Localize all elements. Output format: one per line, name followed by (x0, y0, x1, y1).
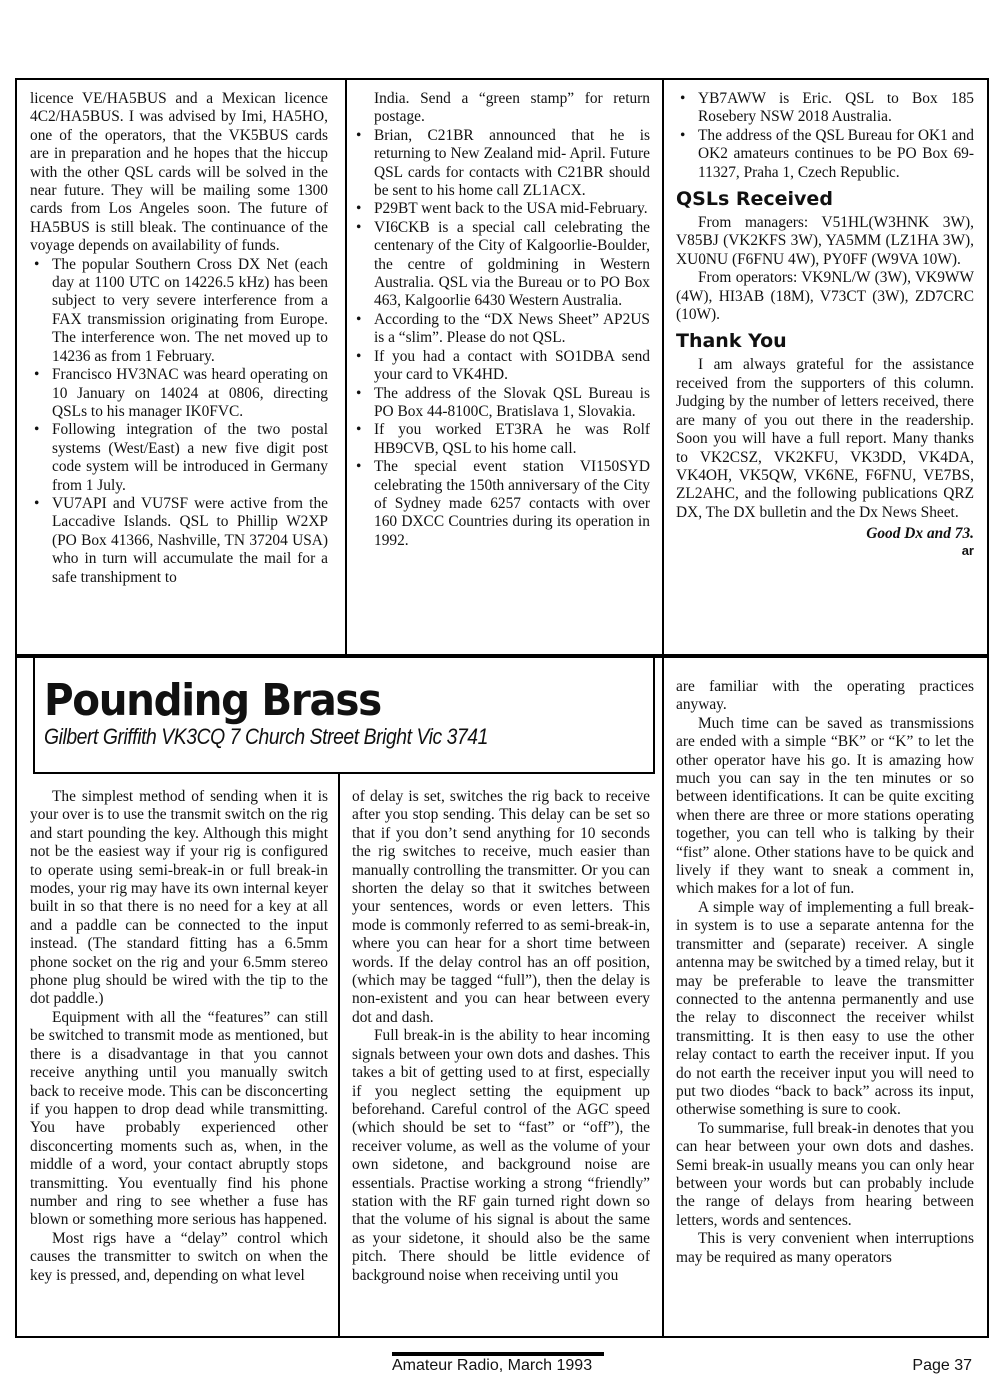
article-paragraph: This is very convenient when interruptions may be required as many operators (676, 1230, 974, 1266)
article-column-3 (676, 678, 974, 1334)
footer-page-number: Page 37 (912, 1357, 972, 1374)
article-paragraph: A simple way of implementing a full break-in system is to use a separate antenna for the transmitter and (separate) receiver. A single antenna may be switched by a timed relay, but it may be preferable to leave the transmitter connected to the antenna permanently and use the relay to disconnect the receiver whilst transmitting. It is then easy to use the other relay contact to earth the receiver input. If you do not earth the receiver input you will need to put two diodes “back to back” across its input, otherwise something is sure to cook. (676, 898, 974, 1119)
list-item: • Francisco HV3NAC was heard operating on 10 January on 14024 at 0806, directing QSLs to his manager IK0FVC. (30, 366, 328, 421)
top-col3-bullet-list (676, 90, 974, 182)
article-title: Pounding Brass (44, 675, 381, 726)
qsls-managers-paragraph: From managers: V51HL(W3HNK 3W), V85BJ (VK2KFS 3W), YA5MM (LZ1HA 3W), XU0NU (F6FNU 4W), PY0FF (W9VA 10W). (676, 214, 974, 268)
qsls-received-heading: QSLs Received (676, 188, 833, 211)
list-item: • The popular Southern Cross DX Net (each day at 1100 UTC on 14226.5 kHz) has been subject to very severe interference from a FAX transmission originating from Europe. The interference won. The net moved up to 14236 as from 1 February. (30, 256, 328, 366)
list-item: • P29BT went back to the USA mid-February. (352, 200, 650, 218)
list-item: • The special event station VI150SYD celebrating the 150th anniversary of the City of Sydney made 6257 contacts with over 160 DXCC Countries during its operation in 1992. (352, 458, 650, 550)
article-byline: Gilbert Griffith VK3CQ 7 Church Street Bright Vic 3741 (44, 724, 488, 749)
article-paragraph: To summarise, full break-in denotes that you can hear between your own dots and dashes. Semi break-in usually means you can only hear between your words but can probably include the range of delays from hearing between letters, words and sentences. (676, 1119, 974, 1229)
article-column-rule-1 (338, 774, 340, 1338)
list-item: • According to the “DX News Sheet” AP2US is a “slim”. Please do not QSL. (352, 311, 650, 348)
list-item: • Brian, C21BR announced that he is returning to New Zealand mid- April. Future QSL cards for contacts with C21BR should be sent to his home call ZL1ACX. (352, 127, 650, 201)
article-column-2 (352, 788, 650, 1334)
list-item: • If you worked ET3RA he was Rolf HB9CVB, QSL to his home call. (352, 421, 650, 458)
top-col1-bullet-list (30, 256, 328, 587)
top-column-3 (676, 90, 974, 650)
top-col2-bullet-list (352, 127, 650, 550)
list-item: • Following integration of the two postal systems (West/East) a new five digit post code system will be introduced in Germany from 1 July. (30, 421, 328, 495)
top-column-rule-1 (345, 78, 347, 656)
top-col1-continuation: licence VE/HA5BUS and a Mexican licence 4C2/HA5BUS. I was advised by Imi, HA5HO, one of the operators, that the VK5BUS cards are in preparation and he hopes that the hiccup with the other QSL cards will be solved in the near future. They will be mailing some 1300 cards from Los Angeles soon. The future of HA5BUS is still bleak. The continuance of the voyage depends on availability of funds. (30, 90, 328, 255)
top-column-1 (30, 90, 328, 650)
article-paragraph: of delay is set, switches the rig back to receive after you stop sending. This delay can be set so that if you don’t send anything for 10 seconds the rig switches to receive, much easier than manually controlling the transmitter. Or you can shorten the delay so that it switches between your sentences, words or even letters. This mode is commonly referred to as semi-break-in, where you can hear for a short time between words. If the delay control has an off position, (which may be tagged “full”), then the delay is non-existent and you can hear between every dot and dash. (352, 788, 650, 1026)
signoff: Good Dx and 73. (866, 525, 974, 543)
article-paragraph: The simplest method of sending when it is your over is to use the transmit switch on the rig and start pounding the key. Although this might not be the easiest way if your rig is configured to operate using semi-break-in or full break-in modes, your rig may have its own internal keyer built in so that there is no need for a key at all and a paddle can be connected to the input instead. (The standard fitting has a 6.5mm phone socket on the rig and your 6.5mm stereo phone plug should be wired with the tip to the dot paddle.) (30, 788, 328, 1008)
top-column-2 (352, 90, 650, 650)
article-paragraph: are familiar with the operating practices anyway. (676, 678, 974, 714)
article-column-rule-2 (662, 656, 664, 1338)
qsls-operators-paragraph: From operators: VK9NL/W (3W), VK9WW (4W), HI3AB (18M), V73CT (3W), ZD7CRC (10W). (676, 269, 974, 324)
top-column-rule-2 (662, 78, 664, 656)
article-paragraph: Equipment with all the “features” can still be switched to transmit mode as mentioned, but there is a disadvantage in that you cannot receive anything until you manually switch back to receive mode. This can be disconcerting if you happen to drop dead while transmitting. You have probably experienced other disconcerting moments such as, when, in the middle of a word, your contact abruptly stops transmitting. You eventually find his phone number and ring to see whether a fuse has blown or something more serious has happened. (30, 1008, 328, 1229)
article-paragraph: Most rigs have a “delay” control which causes the transmitter to switch on when the key is pressed, and, depending on what level (30, 1229, 328, 1284)
article-column-1 (30, 788, 328, 1334)
thank-you-heading: Thank You (676, 330, 787, 353)
list-item: • The address of the Slovak QSL Bureau is PO Box 44-8100C, Bratislava 1, Slovakia. (352, 385, 650, 422)
list-item: • The address of the QSL Bureau for OK1 and OK2 amateurs continues to be PO Box 69-11327, Praha 1, Czech Republic. (676, 127, 974, 182)
article-paragraph: Full break-in is the ability to hear incoming signals between your own dots and dashes. This takes a bit of getting used to at first, especially if you neglect setting the equipment up beforehand. Careful control of the AGC speed (which should be set to “fast” or “off”), the receiver volume, as well as the volume of your own sidetone, and background noise are essentials. Practise working a strong “friendly” station with the RF gain turned right down so that the volume of his signal is about the same as your sidetone, it should also be the same pitch. There should be little evidence of background noise when receiving until you (352, 1027, 650, 1284)
list-item: • VU7API and VU7SF were active from the Laccadive Islands. QSL to Phillip W2XP (PO Box 41366, Nashville, TN 37204 USA) who in turn will accumulate the mail for a safe transhipment to (30, 495, 328, 587)
list-item: • If you had a contact with SO1DBA send your card to VK4HD. (352, 348, 650, 385)
end-mark: ar (961, 542, 974, 558)
list-item: • YB7AWW is Eric. QSL to Box 185 Rosebery NSW 2018 Australia. (676, 90, 974, 127)
list-item: • VI6CKB is a special call celebrating the centenary of the City of Kalgoorlie-Boulder, the centre of goldmining in Western Australia. QSL via the Bureau or to PO Box 463, Kalgoorlie 6430 Western Australia. (352, 219, 650, 311)
article-paragraph: Much time can be saved as transmissions are ended with a simple “BK” or “K” to let the other operator have his go. It is amazing how much you can say in the ten minutes or so between identifications. It can be quite exciting when there are three or more stations operating together, you can tell who is talking by their “fist” alone. Other stations have to be quick and lively if they want to sneak a comment in, which makes for a lot of fun. (676, 714, 974, 898)
top-col2-continuation: India. Send a “green stamp” for return postage. (374, 90, 650, 126)
thank-you-paragraph: I am always grateful for the assistance received from the supporters of this column. Judging by the number of letters received, there are many of you out there in the readership. Soon you will have a full report. Many thanks to VK2CSZ, VK2KFU, VK3DD, VK4DA, VK4OH, VK5QW, VK6NE, F6FNU, VE7BS, ZL2AHC, and the following publications QRZ DX, The DX bulletin and the Dx News Sheet. (676, 356, 974, 521)
footer-publication: Amateur Radio, March 1993 (392, 1357, 593, 1374)
